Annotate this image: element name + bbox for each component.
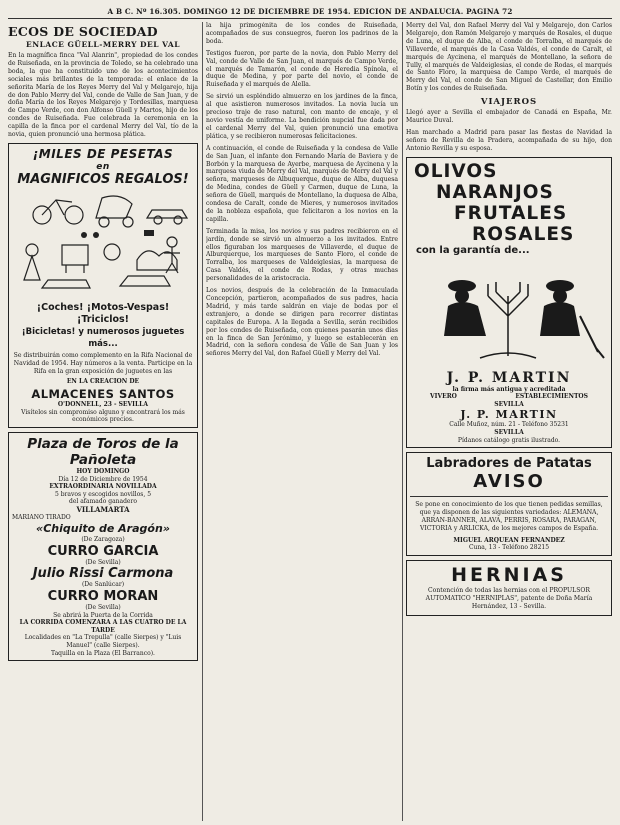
- ad-hernias-title: HERNIAS: [451, 564, 567, 587]
- ad-olivos-brand-2: J. P. MARTIN: [460, 408, 558, 422]
- ad-hernias-body: Contención de todas las hernias con el PROPULSOR AUTOMATICO "HERNIPLAS", patente de Doña María Hernández, 13 - Sevilla.: [425, 587, 593, 610]
- ad-olivos-subs: [410, 393, 608, 401]
- ad-labradores-contact: Cuna, 13 - Teléfono 28215: [468, 544, 550, 552]
- spade-icon: [580, 316, 604, 358]
- ad-labradores-title: Labradores de Patatas: [426, 456, 592, 472]
- ad-line: 5 bravos y escogidos novillos, 5: [54, 490, 152, 498]
- ad-olivos-footer: Pídanos catálogo gratis ilustrado.: [457, 436, 561, 444]
- torero-name: Julio Rissi Carmona: [32, 566, 174, 582]
- rocking-horse: [137, 251, 177, 270]
- torero-origin: (De Sevilla): [85, 558, 121, 566]
- ad-olivos-sub: VIVERO: [430, 393, 457, 401]
- gardener-right: [540, 302, 580, 336]
- ad-olivos-sub: ESTABLECIMIENTOS: [515, 393, 588, 401]
- article-paragraph: En la magnífica finca "Val Alanrin", propiedad de los condes de Ruiseñada, en la provincia de Toledo, se ha celebrado una boda, la que ha constituido uno de los acontecimientos sociales más brillantes de la temporada: el enlace de la señorita María de los Reyes Merry del Val y Melgarejo, hija de don Pablo Merry del Val, conde de Valle de San Juan, y de doña María de los Reyes Melgarejo y Tordesillas, marquesa de Campo Verde, con don Alfonso Güell y Martos, hijo de los condes de Ruiseñada. Fue celebrada la ceremonia en la capilla de la finca por el cardenal Merry del Val, tío de la novia, quien pronunció una hermosa plática.: [8, 52, 198, 139]
- toy-cart: [62, 245, 88, 273]
- column-divider: [402, 22, 403, 821]
- toy-boat: [120, 276, 170, 286]
- gardener-left: [444, 302, 486, 336]
- ad-labradores: [406, 452, 612, 556]
- doll-dress: [24, 256, 40, 280]
- ad-hernias: [406, 560, 612, 616]
- gardeners-illustration: [410, 256, 606, 366]
- ad-olivos: [406, 157, 612, 449]
- newspaper-page: [8, 0, 612, 825]
- torero-origin: (De Sanlúcar): [81, 581, 125, 589]
- toys-illustration: [12, 190, 194, 295]
- viajeros-paragraph: Han marchado a Madrid para pasar las fiestas de Navidad la señora de Revilla de la Pradera, acompañada de su hijo, don Antonio Revilla y su esposa.: [406, 128, 612, 152]
- column-1: [8, 22, 198, 821]
- ad-rifa-cta: ¡Coches! ¡Motos-Vespas! ¡Triciclos!: [36, 301, 170, 325]
- ad-ganadero: VILLAMARTA: [76, 505, 130, 515]
- ad-line: MARIANO TIRADO: [12, 513, 71, 521]
- ad-bullfight: [8, 432, 198, 661]
- article-subtitle: ENLACE GÜELL-MERRY DEL VAL: [26, 40, 180, 49]
- ad-rifa-cta-3: EN LA CREACION DE: [66, 377, 140, 385]
- ad-olivos-line: ROSALES: [472, 223, 575, 245]
- ad-olivos-guarantee: con la garantía de...: [416, 244, 530, 256]
- ad-rifa-en: en: [96, 161, 110, 172]
- ad-labradores-body: Se pone en conocimiento de los que tienen pedidas semillas, que ya disponen de las siguientes variedades: ALEMANA, ARRAN-BANNER, ALAVA, PERRIS, ROSARA, PARAGAN, VICTORIA y ARLICKA, de los mejores campos de España.: [415, 501, 603, 532]
- ad-olivos-brand: J. P. MARTIN: [446, 369, 572, 386]
- toy-ball: [104, 244, 120, 260]
- viajeros-paragraph: Llegó ayer a Sevilla el embajador de Canadá en España, Mr. Maurice Duval.: [406, 109, 612, 125]
- article-paragraph: Los novios, después de la celebración de la Inmaculada Concepción, partieron, acompañados de sus padres, hacia Madrid, y más tarde saldrán en viaje de bodas por el extranjero, a donde se dirigen para recorrer distintas capitales de Europa. A la llegada a Sevilla, serán recibidos por los condes de Ruiseñada, con quienes pasarán unos días en la finca de San Jerónimo, y luego se establecerán en Madrid, con la señora condesa de Valle de San Juan y los señores Merry del Val, don Rafael Güell y Merry del Val.: [206, 287, 398, 358]
- article-paragraph: A continuación, el conde de Ruiseñada y la condesa de Valle de San Juan, el infante don Fernando María de Baviera y de Borbón y la marquesa de Ayerbe, marquesa de Aycinena y la marquesa viuda de Merry del Val, marqués de Merry del Val y señora, marqueses de Albuquerque, duque de Alba, duquesa de Medina, condes de Güell y Carmen, duque de Luna, la señora de Güell, marqués de Montellano, la duquesa de Alba, condesa de Caralt, conde de Mieres, y numerosos invitados de la nobleza española, que felicitaron a los novios en la capilla.: [206, 144, 398, 223]
- article-paragraph: la hija primogénita de los condes de Ruiseñada, acompañados de sus consuegros, fueron los padrinos de la boda.: [206, 22, 398, 45]
- ad-olivos-slogan: la firma más antigua y acreditada: [452, 385, 566, 393]
- ad-store-name: ALMACENES SANTOS: [31, 387, 175, 402]
- header-rule: [8, 18, 612, 19]
- toy-train: [42, 280, 90, 288]
- ad-rifa-cta-2: ¡Bicicletas! y numerosos juguetes más...: [21, 326, 185, 349]
- ad-footer: LA CORRIDA COMENZARA A LAS CUATRO DE LA TARDE: [19, 619, 187, 634]
- ad-olivos-line: NARANJOS: [436, 181, 554, 203]
- article-paragraph: Merry del Val, don Rafael Merry del Val y Melgarejo, don Carlos Melgarejo, don Ramón Melgarejo y marqués de Rosales, el duque de Luna, el duque de Alba, el conde de Torralba, el marqués de Villaverde, el marqués de la Casa Valdés, el conde de Caralt, el marqués de Aycinena, el marqués de Montellano, la señora de Tully, el marqués de Valdeiglesias, el conde de Rodas, el marqués de Santo Floro, la marquesa de Campo Verde, el marqués de Merry del Val, el conde de San Miguel de Castellar, don Emilio Botín y los condes de Ruiseñada.: [406, 22, 612, 93]
- bullring-title: Plaza de Toros de la Pañoleta: [27, 436, 179, 469]
- column-2: [206, 22, 398, 821]
- ad-rifa-title: ¡MILES DE PESETAS: [32, 146, 174, 161]
- ad-labradores-aviso: AVISO: [473, 471, 545, 493]
- ad-olivos-line: FRUTALES: [454, 202, 568, 224]
- ad-olivos-city: SEVILLA: [494, 400, 524, 408]
- ad-olivos-line: OLIVOS: [414, 160, 498, 182]
- column-divider: [202, 22, 203, 821]
- toy-wheel: [65, 206, 83, 224]
- ad-olivos-address: Calle Muñoz, núm. 21 - Teléfono 35231: [449, 421, 569, 429]
- ad-rifa: [8, 143, 198, 428]
- ad-footer: Taquilla en la Plaza (El Barranco).: [51, 649, 155, 657]
- ad-store-address: O'DONNELL, 23 - SEVILLA: [57, 401, 149, 409]
- column-3: [406, 22, 612, 821]
- ad-line: EXTRAORDINARIA NOVILLADA: [49, 483, 157, 491]
- ad-labradores-contact: MIGUEL ARQUEAN FERNANDEZ: [453, 536, 565, 544]
- section-title-viajeros: VIAJEROS: [480, 97, 538, 108]
- ad-olivos-city: SEVILLA: [494, 429, 524, 437]
- section-title: ECOS DE SOCIEDAD: [8, 24, 158, 39]
- ad-line: del afamado ganadero: [69, 498, 137, 506]
- tree-icon: [488, 282, 528, 356]
- torero-name: CURRO GARCIA: [47, 543, 159, 559]
- page-header: A B C. Nº 16.305. DOMINGO 12 DE DICIEMBRE DE 1954. EDICION DE ANDALUCIA. PAGINA 72: [107, 7, 513, 16]
- article-paragraph: Se sirvió un espléndido almuerzo en los jardines de la finca, al que asistieron numerosos invitados. La novia lucía un precioso traje de raso natural, con manto de encaje, y el novio vestía de uniforme. La bendición nupcial fue dada por el cardenal Merry del Val, quien pronunció una emotiva plática, y se recibieron numerosas felicitaciones.: [206, 93, 398, 140]
- ad-line: Día 12 de Diciembre de 1954: [58, 475, 148, 483]
- ad-footer: Se abrirá la Puerta de la Corrida: [53, 611, 153, 619]
- torero-name: «Chiquito de Aragón»: [36, 522, 170, 536]
- torero-origin: (De Zaragoza): [81, 536, 125, 544]
- torero-name: CURRO MORAN: [47, 589, 159, 604]
- ad-footer: Localidades en "La Trepulla" (calle Sierpes) y "Luis Manuel" (calle Sierpes).: [24, 634, 182, 649]
- ad-rifa-body: Se distribuirán como complemento en la Rifa Nacional de Navidad de 1954. Hay números a la venta. Participe en la Rifa en la gran exposición de juguetes en las: [13, 351, 193, 375]
- article-paragraph: Terminada la misa, los novios y sus padres recibieron en el jardín, donde se sirvió un almuerzo a los invitados. Entre ellos figuraban los marqueses de Villaverde, el duque de Alburquerque, los marqueses de Santo Floro, el conde de Torralba, los marqueses de Valdeiglesias, la marquesa de Casa Valdés, el conde de Rodas, y otras muchas personalidades de la aristocracia.: [206, 227, 398, 283]
- ad-store-footer: Visítelos sin compromiso alguno y encontrará los más económicos precios.: [21, 408, 185, 424]
- pram: [96, 196, 132, 218]
- torero-origin: (De Sevilla): [85, 604, 121, 611]
- ad-line: HOY DOMINGO: [76, 468, 130, 476]
- article-paragraph: Testigos fueron, por parte de la novia, don Pablo Merry del Val, conde de Valle de San Juan, el marqués de Campo Verde, el marqués de Tamarón, el conde de Heredia Spínola, el duque de Medina, y por parte del novio, el conde de Ruiseñada y el marqués de Alella.: [206, 49, 398, 89]
- ad-rifa-title-2: MAGNIFICOS REGALOS!: [17, 171, 189, 187]
